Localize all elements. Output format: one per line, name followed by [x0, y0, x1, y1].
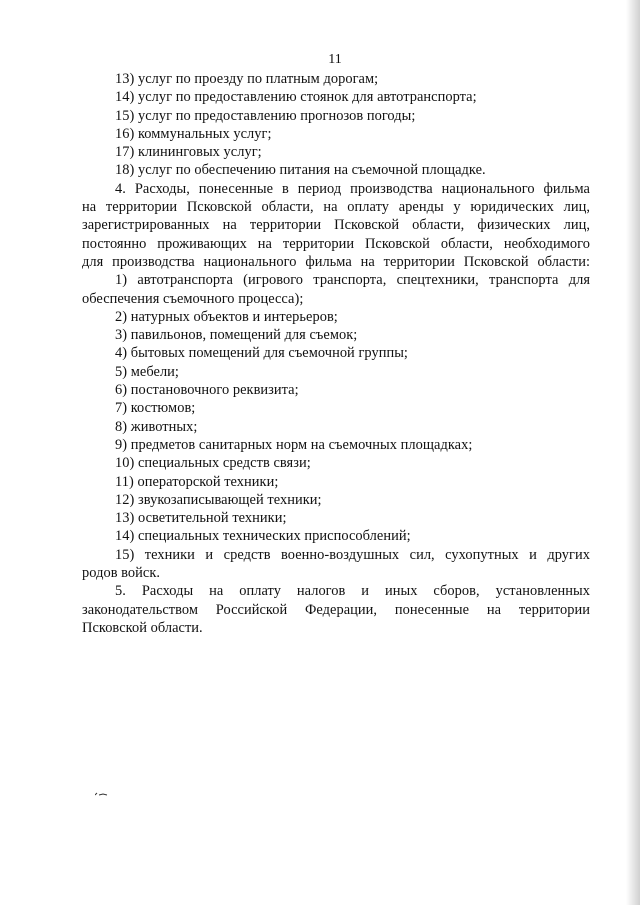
page-number: 11 [328, 52, 342, 67]
text-line: Псковской области. [82, 619, 203, 636]
text-line: на территории Псковской области, на оплату аренды у юридических лиц, [82, 199, 590, 216]
text-line: обеспечения съемочного процесса); [82, 290, 304, 307]
text-line: 3) павильонов, помещений для съемок; [115, 327, 358, 344]
text-line: 13) осветительной техники; [115, 510, 287, 527]
text-line: 11) операторской техники; [115, 473, 279, 490]
text-line: 18) услуг по обеспечению питания на съемочной площадке. [115, 162, 486, 179]
text-line: 14) специальных технических приспособлений; [115, 528, 411, 545]
text-line: 16) коммунальных услуг; [115, 125, 272, 142]
text-line: 15) услуг по предоставлению прогнозов погоды; [115, 107, 416, 124]
text-line: 8) животных; [115, 418, 198, 435]
text-line: для производства национального фильма на территории Псковской области: [82, 253, 590, 270]
text-line: 12) звукозаписывающей техники; [115, 491, 322, 508]
scan-mark-icon [95, 792, 108, 797]
text-line: 17) клининговых услуг; [115, 144, 262, 161]
text-line: зарегистрированных на территории Псковской области, физических лиц, [82, 217, 590, 234]
text-line: 15) техники и средств военно-воздушных сил, сухопутных и других [115, 546, 590, 563]
text-line: законодательством Российской Федерации, понесенные на территории [82, 601, 590, 618]
text-line: 6) постановочного реквизита; [115, 382, 299, 399]
text-line: родов войск. [82, 565, 161, 582]
scan-edge-shadow [626, 0, 640, 905]
text-line: 1) автотранспорта (игрового транспорта, спецтехники, транспорта для [115, 272, 590, 289]
text-line: 5) мебели; [115, 363, 179, 380]
text-line: 13) услуг по проезду по платным дорогам; [115, 71, 379, 87]
text-line: 5. Расходы на оплату налогов и иных сборов, установленных [115, 583, 590, 600]
text-line: постоянно проживающих на территории Псковской области, необходимого [82, 235, 590, 252]
text-line: 9) предметов санитарных норм на съемочных площадках; [115, 436, 473, 453]
text-line: 14) услуг по предоставлению стоянок для автотранспорта; [115, 89, 477, 106]
text-line: 4. Расходы, понесенные в период производства национального фильма [115, 180, 590, 197]
text-line: 4) бытовых помещений для съемочной группы; [115, 345, 408, 362]
text-line: 2) натурных объектов и интерьеров; [115, 308, 338, 325]
text-line: 7) костюмов; [115, 400, 196, 417]
document-body [82, 70, 590, 637]
text-line: 10) специальных средств связи; [115, 455, 311, 472]
